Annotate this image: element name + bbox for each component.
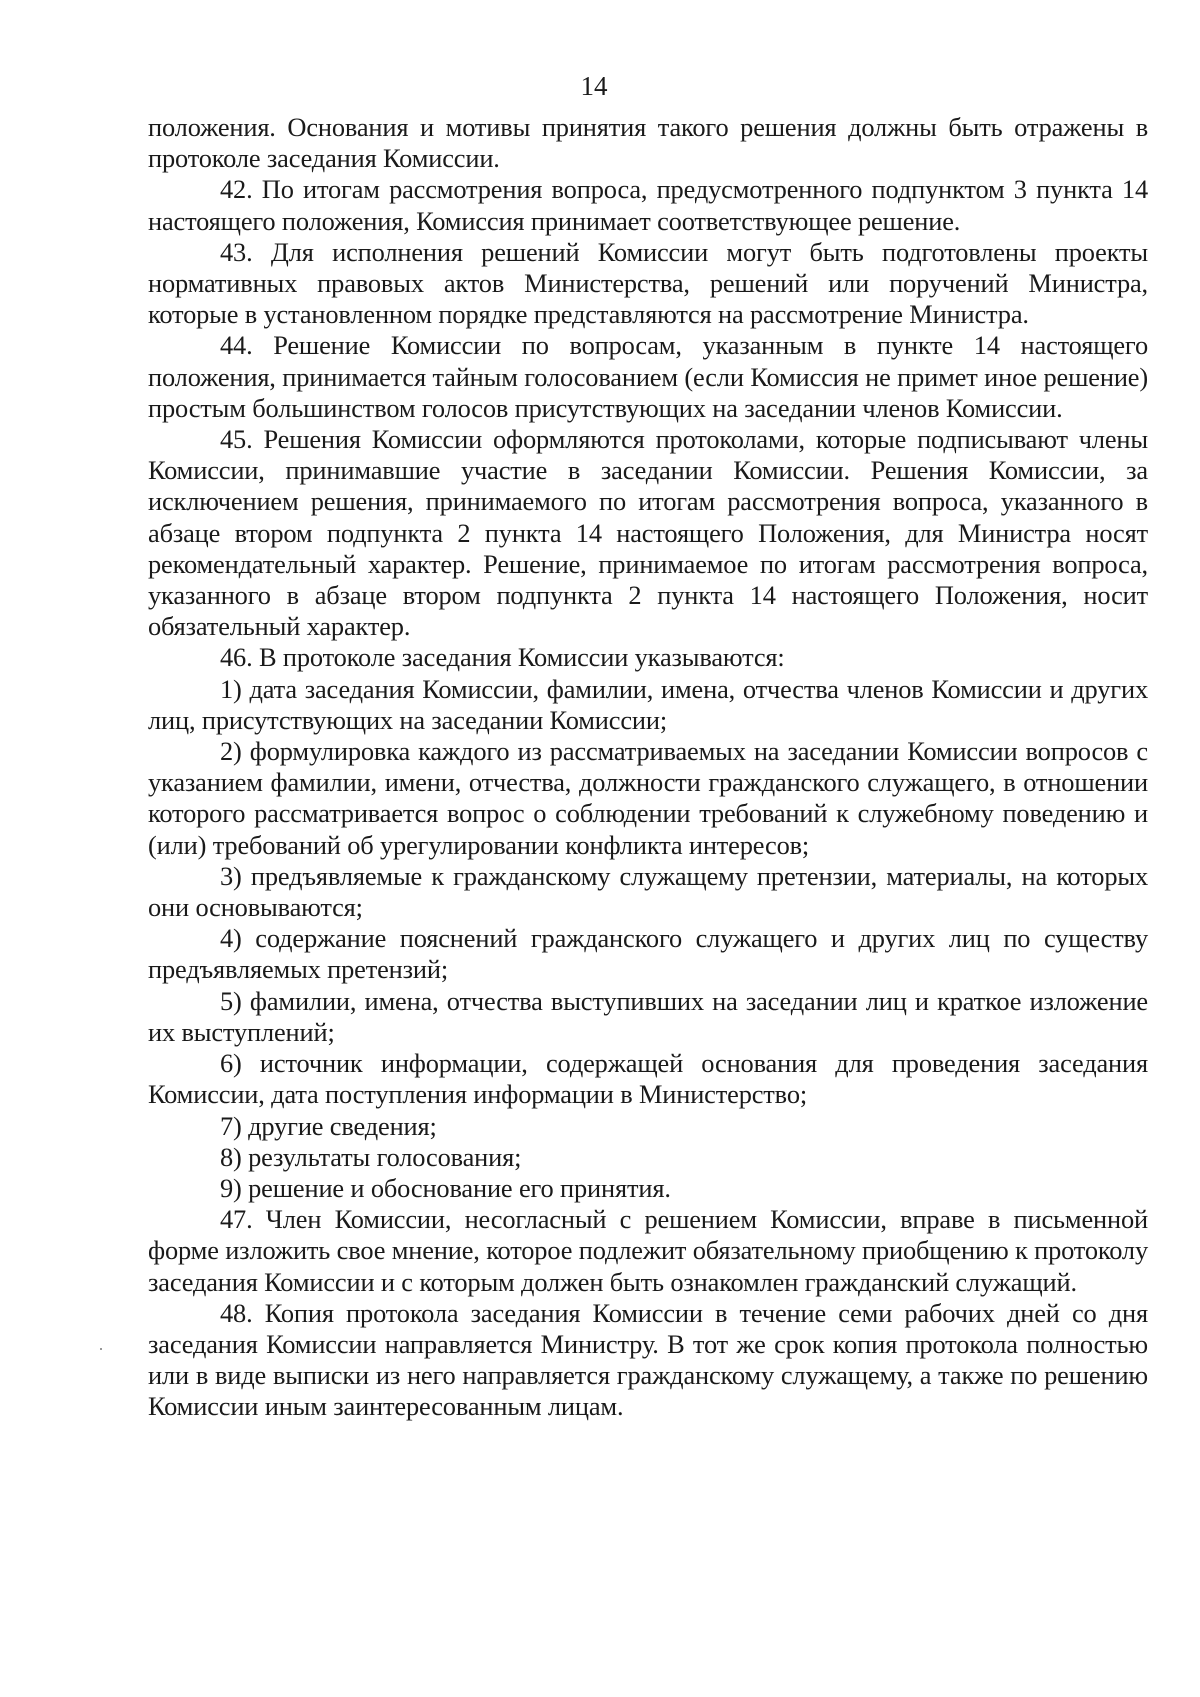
paragraph-48: 48. Копия протокола заседания Комиссии в течение семи рабочих дней со дня заседания Комиссии направляется Министру. В тот же срок копия протокола полностью или в виде выписки из него направляется гражданскому служащему, а также по решению Комиссии иным заинтересованным лицам. bbox=[148, 1297, 1148, 1422]
list-item-46-4: 4) содержание пояснений гражданского служащего и других лиц по существу предъявляемых претензий; bbox=[148, 923, 1148, 985]
paragraph-42: 42. По итогам рассмотрения вопроса, предусмотренного подпунктом 3 пункта 14 настоящего положения, Комиссия принимает соответствующее решение. bbox=[148, 174, 1148, 236]
list-item-46-2: 2) формулировка каждого из рассматриваемых на заседании Комиссии вопросов с указанием фамилии, имени, отчества, должности гражданского служащего, в отношении которого рассматривается вопрос о соблюдении требований к служебному поведению и (или) требований об урегулировании конфликта интересов; bbox=[148, 736, 1148, 860]
document-body bbox=[148, 112, 1148, 1423]
paragraph-46: 46. В протоколе заседания Комиссии указываются: bbox=[220, 642, 785, 673]
list-item-46-7: 7) другие сведения; bbox=[220, 1110, 437, 1141]
scan-speck bbox=[100, 1348, 102, 1350]
list-item-46-8: 8) результаты голосования; bbox=[220, 1141, 522, 1172]
list-item-46-9: 9) решение и обоснование его принятия. bbox=[220, 1172, 671, 1203]
paragraph-43: 43. Для исполнения решений Комиссии могут быть подготовлены проекты нормативных правовых актов Министерства, решений или поручений Министра, которые в установленном порядке представляются на рассмотрение Министра. bbox=[148, 236, 1148, 330]
paragraph-45: 45. Решения Комиссии оформляются протоколами, которые подписывают члены Комиссии, принимавшие участие в заседании Комиссии. Решения Комиссии, за исключением решения, принимаемого по итогам рассмотрения вопроса, указанного в абзаце втором подпункта 2 пункта 14 настоящего Положения, для Министра носят рекомендательный характер. Решение, принимаемое по итогам рассмотрения вопроса, указанного в абзаце втором подпункта 2 пункта 14 настоящего Положения, носит обязательный характер. bbox=[148, 424, 1148, 642]
paragraph-44: 44. Решение Комиссии по вопросам, указанным в пункте 14 настоящего положения, принимается тайным голосованием (если Комиссия не примет иное решение) простым большинством голосов присутствующих на заседании членов Комиссии. bbox=[148, 330, 1148, 423]
list-item-46-3: 3) предъявляемые к гражданскому служащему претензии, материалы, на которых они основываются; bbox=[148, 860, 1148, 923]
list-item-46-6: 6) источник информации, содержащей основания для проведения заседания Комиссии, дата поступления информации в Министерство; bbox=[148, 1048, 1148, 1110]
page-number: 14 bbox=[580, 71, 608, 101]
list-item-46-1: 1) дата заседания Комиссии, фамилии, имена, отчества членов Комиссии и других лиц, присутствующих на заседании Комиссии; bbox=[148, 673, 1148, 735]
paragraph-47: 47. Член Комиссии, несогласный с решением Комиссии, вправе в письменной форме изложить свое мнение, которое подлежит обязательному приобщению к протоколу заседания Комиссии и с которым должен быть ознакомлен гражданский служащий. bbox=[148, 1204, 1148, 1297]
paragraph-41-continuation: положения. Основания и мотивы принятия такого решения должны быть отражены в протоколе заседания Комиссии. bbox=[148, 112, 1148, 174]
list-item-46-5: 5) фамилии, имена, отчества выступивших на заседании лиц и краткое изложение их выступлений; bbox=[148, 985, 1148, 1047]
